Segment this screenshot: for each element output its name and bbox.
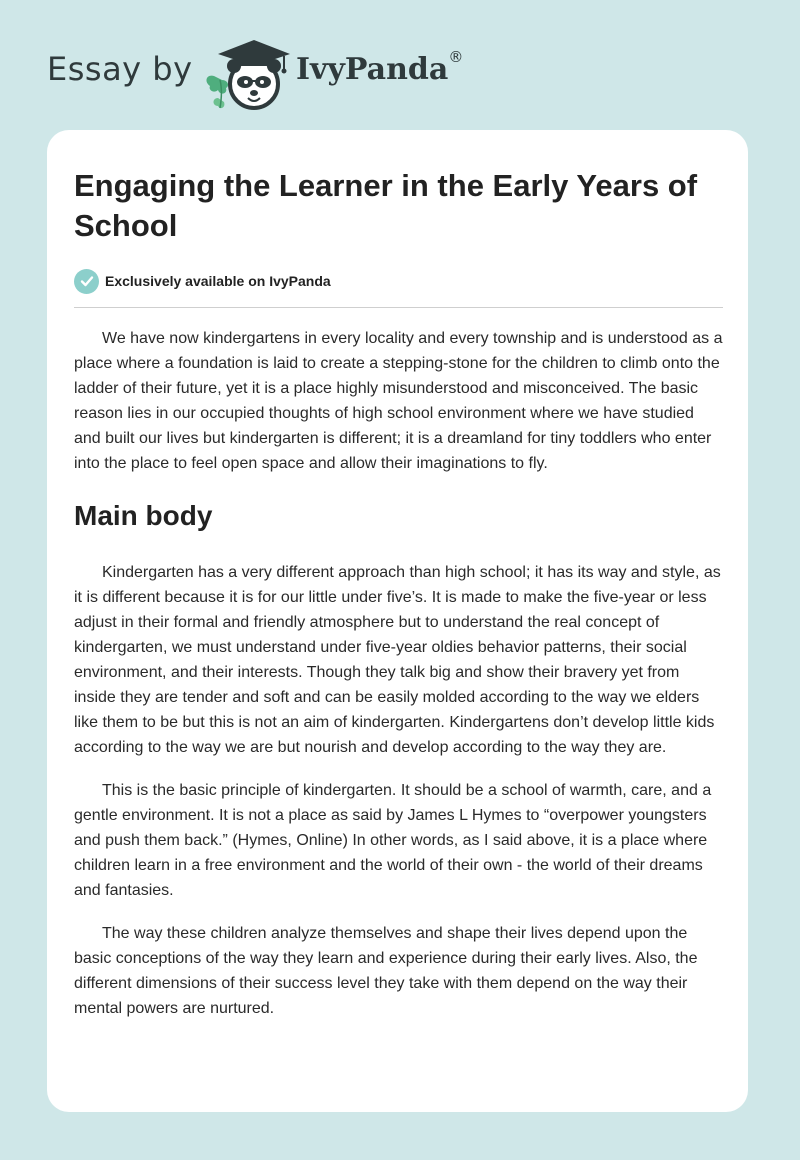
brand-name: IvyPanda®	[296, 48, 464, 87]
essay-content	[74, 158, 724, 1021]
body-paragraph: This is the basic principle of kindergarten. It should be a school of warmth, care, and a gentle environment. It is not a place as said by James L Hymes to “overpower youngsters and push them back.” (Hymes, Online) In other words, as I said above, it is a place where children learn in a free environment and the world of their own - the world of their dreams and fantasies.	[74, 782, 712, 899]
intro-paragraph: We have now kindergartens in every locality and every township and is understood as a place where a foundation is laid to create a stepping-stone for the children to climb onto the ladder of their future, yet it is a place highly misunderstood and misconceived. The basic reason lies in our occupied thoughts of high school environment where we have studied and built our lives but kindergarten is different; it is a dreamland for tiny toddlers who enter into the place to feel open space and allow their imaginations to fly.	[74, 330, 723, 472]
ivypanda-logo-icon[interactable]	[200, 36, 292, 112]
essay-title: Engaging the Learner in the Early Years of School	[74, 168, 698, 243]
essay-by-label: Essay by	[47, 50, 193, 88]
essay-card	[47, 130, 748, 1112]
site-header	[0, 0, 800, 130]
check-icon	[74, 269, 99, 294]
section-heading: Main body	[74, 500, 213, 531]
divider	[74, 307, 723, 308]
body-paragraph: Kindergarten has a very different approach than high school; it has its way and style, as it is different because it is for our little under five’s. It is made to make the five-year or less adjust in their formal and friendly atmosphere but to understand the real concept of kindergarten, we must understand under five-year oldies behavior patterns, their social environment, and their interests. Though they talk big and show their bravery yet from inside they are tender and soft and can be easily molded according to the way we elders like them to be but this is not an aim of kindergarten. Kindergartens don’t develop little kids according to the way we are but nourish and develop according to the way they are.	[74, 564, 721, 756]
body-paragraph: The way these children analyze themselves and shape their lives depend upon the basic conceptions of the way they learn and experience during their early lives. Also, the different dimensions of their success level they take with them depend on the way their mental powers are nurtured.	[74, 925, 698, 1017]
exclusive-badge-label: Exclusively available on IvyPanda	[105, 273, 331, 289]
exclusive-badge	[74, 268, 724, 294]
registered-mark: ®	[448, 48, 464, 66]
